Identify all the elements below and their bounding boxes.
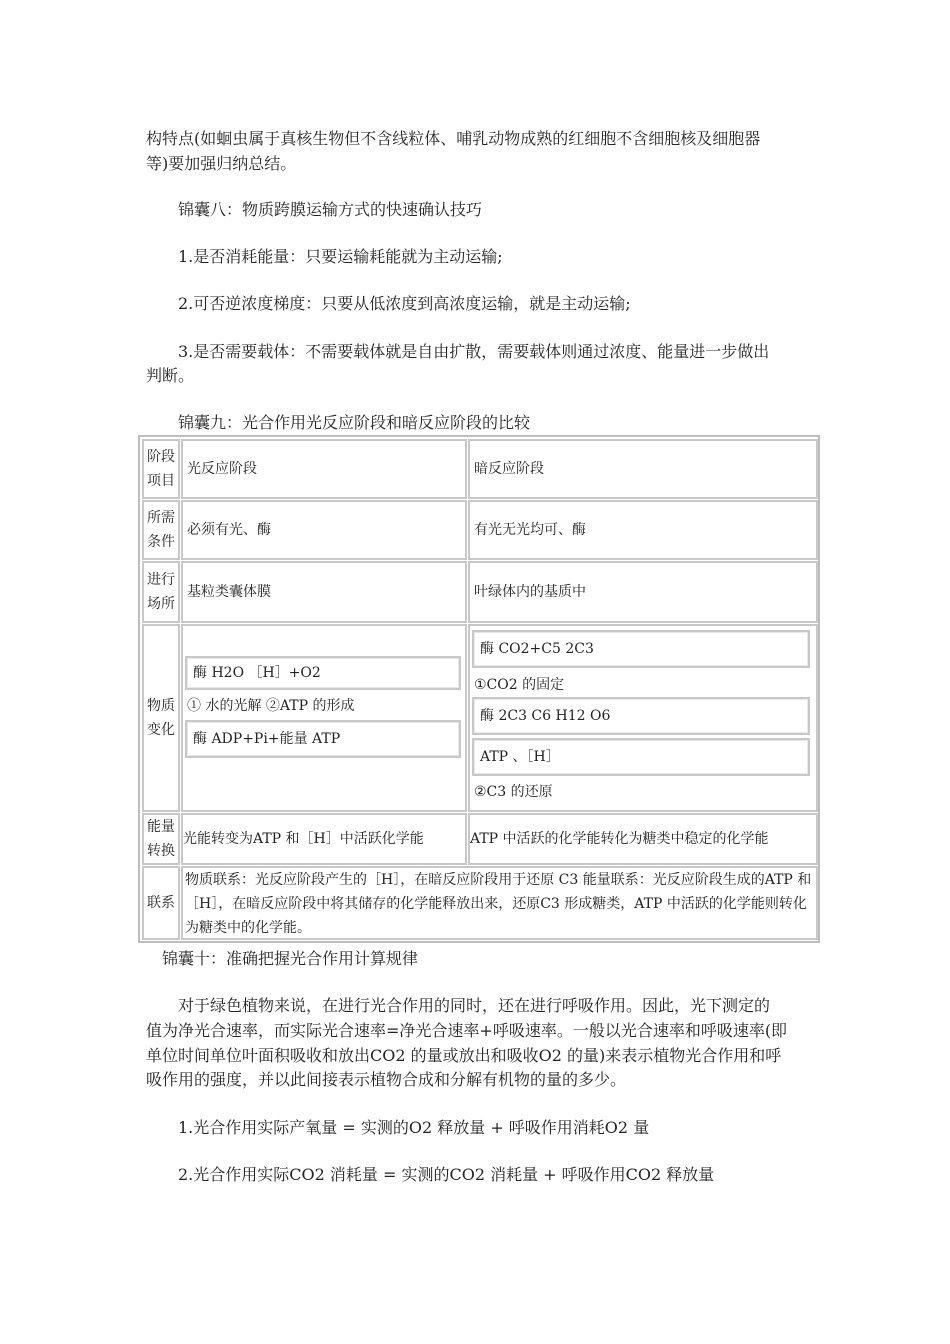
formula-co2: 2.光合作用实际CO2 消耗量 = 实测的CO2 消耗量 + 呼吸作用CO2 释放量 bbox=[178, 1165, 715, 1184]
section8-item-3-line-1: 3.是否需要载体：不需要载体就是自由扩散，需要载体则通过浓度、能量进一步做出 bbox=[178, 342, 770, 361]
section10-para-line-1: 对于绿色植物来说，在进行光合作用的同时，还在进行呼吸作用。因此，光下测定的 bbox=[178, 996, 771, 1015]
section10-title: 锦囊十：准确把握光合作用计算规律 bbox=[162, 949, 419, 968]
header-dark: 暗反应阶段 bbox=[468, 439, 818, 499]
section8-item-1: 1.是否消耗能量：只要运输耗能就为主动运输; bbox=[178, 247, 503, 266]
substance-light-cell bbox=[181, 624, 467, 812]
energy-dark: ATP 中活跃的化学能转化为糖类中稳定的化学能 bbox=[468, 813, 818, 865]
section10-para-line-4: 吸作用的强度，并以此间接表示植物合成和分解有机物的量的多少。 bbox=[146, 1070, 627, 1089]
section9-title: 锦囊九：光合作用光反应阶段和暗反应阶段的比较 bbox=[178, 413, 531, 432]
energy-light: 光能转变为ATP 和［H］中活跃化学能 bbox=[181, 813, 467, 865]
formula-oxygen: 1.光合作用实际产氧量 = 实测的O2 释放量 + 呼吸作用消耗O2 量 bbox=[178, 1118, 650, 1137]
light-reaction-note: ① 水的光解 ②ATP 的形成 bbox=[187, 698, 355, 714]
dark-reaction-note-1: ①CO2 的固定 bbox=[474, 677, 565, 693]
dark-equation-box-1: 酶 CO2+C5 2C3 bbox=[472, 630, 810, 668]
relation-text: 物质联系：光反应阶段产生的［H］，在暗反应阶段用于还原 C3 能量联系：光反应阶段生成的ATP 和［H］，在暗反应阶段中将其储存的化学能释放出来，还原C3 形成糖类，ATP 中活跃的化学能则转化为糖类中的化学能。 bbox=[181, 866, 818, 940]
conditions-dark: 有光无光均可、酶 bbox=[468, 500, 818, 560]
dark-equation-box-2: 酶 2C3 C6 H12 O6 bbox=[472, 697, 810, 735]
row-header-label: 阶段项目 bbox=[142, 439, 180, 499]
light-equation-box-2: 酶 ADP+Pi+能量 ATP bbox=[185, 720, 461, 758]
intro-line-1: 构特点(如蛔虫属于真核生物但不含线粒体、哺乳动物成熟的红细胞不含细胞核及细胞器 bbox=[146, 129, 761, 148]
section8-item-2: 2.可否逆浓度梯度：只要从低浓度到高浓度运输，就是主动运输; bbox=[178, 294, 631, 313]
dark-reaction-note-2: ②C3 的还原 bbox=[474, 784, 553, 800]
row-energy-label: 能量转换 bbox=[142, 813, 180, 865]
intro-line-2: 等)要加强归纳总结。 bbox=[146, 154, 297, 173]
section10-para-line-2: 值为净光合速率，而实际光合速率=净光合速率+呼吸速率。一般以光合速率和呼吸速率(即 bbox=[146, 1021, 788, 1040]
conditions-light: 必须有光、酶 bbox=[181, 500, 467, 560]
row-substance-label: 物质变化 bbox=[142, 624, 180, 812]
row-conditions-label: 所需条件 bbox=[142, 500, 180, 560]
substance-dark-cell bbox=[468, 624, 818, 812]
light-equation-box-1: 酶 H2O ［H］+O2 bbox=[185, 656, 461, 690]
header-light: 光反应阶段 bbox=[181, 439, 467, 499]
section10-para-line-3: 单位时间单位叶面积吸收和放出CO2 的量或放出和吸收O2 的量)来表示植物光合作用和呼 bbox=[146, 1046, 782, 1065]
location-light: 基粒类囊体膜 bbox=[181, 561, 467, 623]
location-dark: 叶绿体内的基质中 bbox=[468, 561, 818, 623]
dark-equation-box-3: ATP 、［H］ bbox=[472, 738, 810, 776]
row-location-label: 进行场所 bbox=[142, 561, 180, 623]
section8-item-3-line-2: 判断。 bbox=[146, 366, 195, 385]
row-relation-label: 联系 bbox=[142, 866, 180, 940]
comparison-table bbox=[138, 435, 820, 943]
section8-title: 锦囊八：物质跨膜运输方式的快速确认技巧 bbox=[178, 200, 483, 219]
